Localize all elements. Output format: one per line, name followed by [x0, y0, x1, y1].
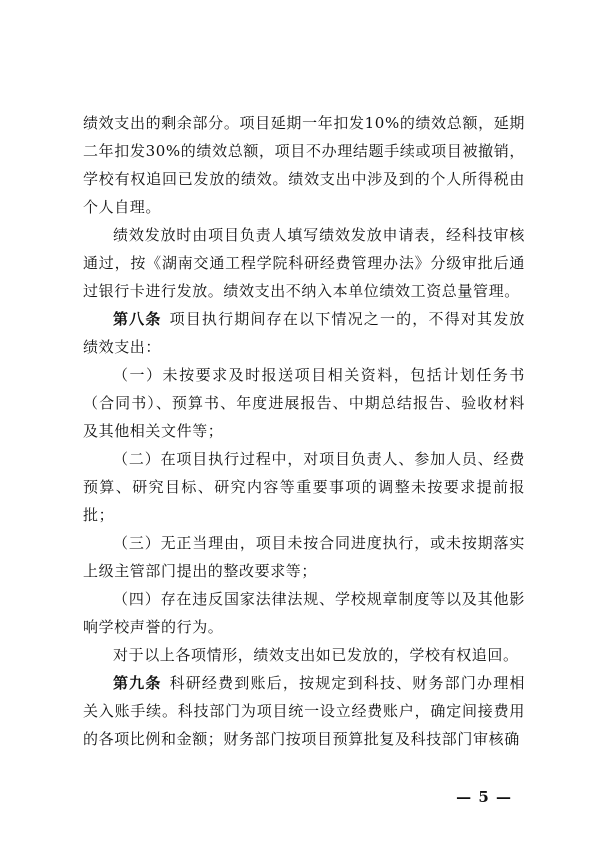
paragraph-recovery	[83, 641, 525, 669]
article-8-item-2	[83, 445, 525, 529]
article-9-label: 第九条	[113, 674, 162, 692]
article-9	[83, 669, 525, 753]
article-9-text: 科研经费到账后，按规定到科技、财务部门办理相关入账手续。科技部门为项目统一设立经费账户，确定间接费用的各项比例和金额；财务部门按项目预算批复及科技部门审核确	[83, 674, 526, 748]
paragraph-performance-disbursement	[83, 221, 525, 305]
article-8	[83, 305, 525, 361]
paragraph-text: （三）无正当理由，项目未按合同进度执行，或未按期落实上级主管部门提出的整改要求等；	[83, 534, 525, 580]
paragraph-text: （一）未按要求及时报送项目相关资料，包括计划任务书（合同书）、预算书、年度进展报告、中期总结报告、验收材料及其他相关文件等；	[83, 366, 525, 440]
paragraph-text: 对于以上各项情形，绩效支出如已发放的，学校有权追回。	[113, 646, 519, 664]
paragraph-text: 绩效发放时由项目负责人填写绩效发放申请表，经科技审核通过，按《湖南交通工程学院科研经费管理办法》分级审批后通过银行卡进行发放。绩效支出不纳入本单位绩效工资总量管理。	[83, 226, 525, 300]
paragraph-text: （二）在项目执行过程中，对项目负责人、参加人员、经费预算、研究目标、研究内容等重要事项的调整未按要求提前报批；	[83, 450, 525, 524]
paragraph-text: （四）存在违反国家法律法规、学校规章制度等以及其他影响学校声誉的行为。	[83, 590, 525, 636]
article-8-label: 第八条	[113, 310, 162, 328]
article-8-item-1	[83, 361, 525, 445]
article-8-text: 项目执行期间存在以下情况之一的，不得对其发放绩效支出：	[83, 310, 526, 356]
page-number: — 5 —	[456, 788, 512, 806]
paragraph-performance-remainder	[83, 109, 525, 221]
document-body	[83, 109, 525, 753]
paragraph-text: 绩效支出的剩余部分。项目延期一年扣发10%的绩效总额，延期二年扣发30%的绩效总额，项目不办理结题手续或项目被撤销，学校有权追回已发放的绩效。绩效支出中涉及到的个人所得税由个人自理。	[83, 114, 525, 216]
article-8-item-3	[83, 529, 525, 585]
article-8-item-4	[83, 585, 525, 641]
